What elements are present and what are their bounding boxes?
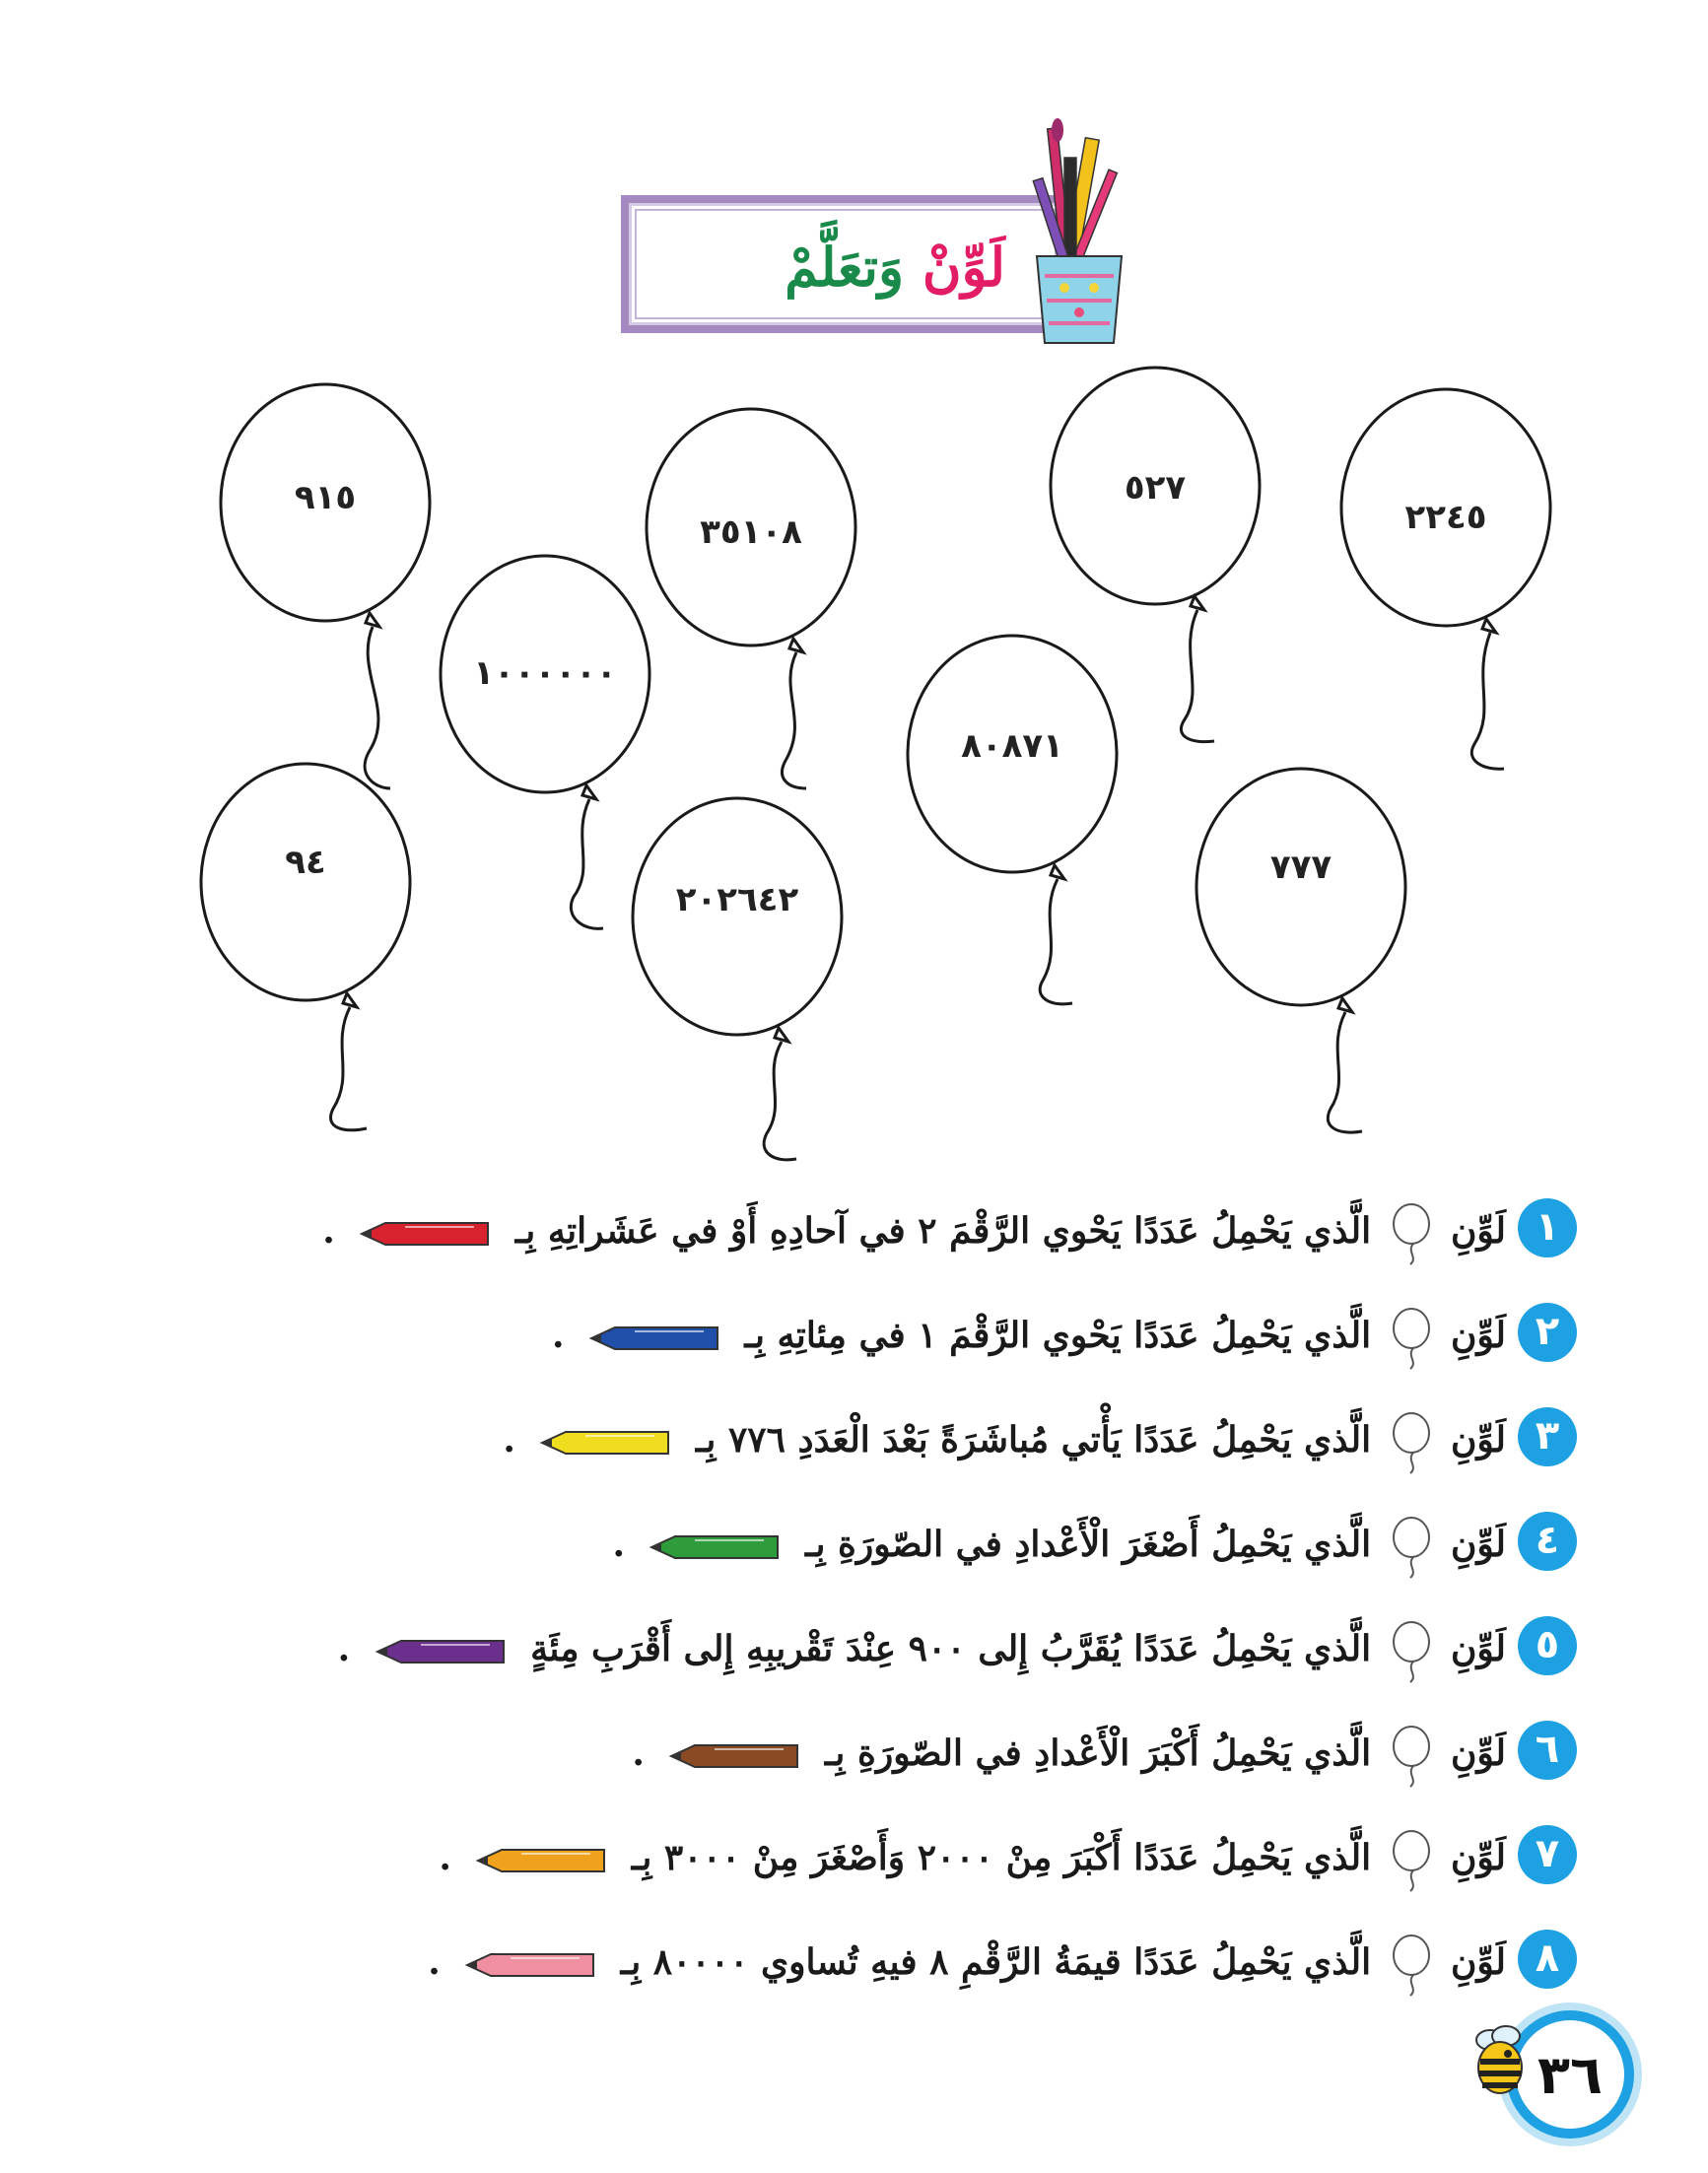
instruction-body: الَّذي يَحْمِلُ عَدَدًا أَكْبَرَ مِنْ ٢٠٠٠ وَأَصْغَرَ مِنْ ٣٠٠٠ بِـ [631,1837,1372,1878]
instruction-verb: لَوِّنِ [1450,1210,1506,1252]
instruction-body: الَّذي يَحْمِلُ عَدَدًا قيمَةُ الرَّقْمِ ٨ فيهِ تُساوي ٨٠٠٠٠ بِـ [620,1941,1372,1983]
instruction-7 [335,1819,1577,1898]
title-word-learn: وَتعَلَّمْ [785,236,905,299]
instruction-number-badge: ٤ [1518,1512,1577,1571]
instruction-number-badge: ٢ [1518,1303,1577,1362]
instruction-verb: لَوِّنِ [1450,1732,1506,1774]
balloon-7 [201,764,410,1130]
instruction-end: . [632,1732,645,1774]
crayon-icon [372,1635,510,1668]
instruction-verb: لَوِّنِ [1450,1941,1506,1983]
balloon-icon [1389,1202,1434,1265]
instruction-text [428,1934,1506,1997]
balloon-6 [908,636,1117,1004]
instruction-end: . [439,1837,451,1878]
balloon-number-6: ٨٠٨٧١ [961,726,1063,766]
instruction-verb: لَوِّنِ [1450,1524,1506,1565]
balloon-icon [1389,1411,1434,1474]
instruction-end: . [322,1210,335,1252]
instruction-body: الَّذي يَحْمِلُ عَدَدًا يَحْوي الرَّقْمَ ٢ في آحادِهِ أَوْ في عَشَراتِهِ بِـ [514,1210,1372,1252]
balloon-number-5: ١٠٠٠٠٠٠ [473,653,617,693]
instruction-3 [335,1401,1577,1480]
instruction-2 [335,1297,1577,1376]
crayon-icon [665,1739,803,1773]
crayon-icon [472,1844,610,1877]
instruction-number-badge: ٣ [1518,1407,1577,1466]
balloon-number-7: ٩٤ [285,843,326,882]
balloon-icon [1389,1725,1434,1788]
instruction-verb: لَوِّنِ [1450,1315,1506,1356]
instruction-number-badge: ٧ [1518,1825,1577,1884]
balloon-number-3: ٥٢٧ [1124,468,1187,508]
instruction-body: الَّذي يَحْمِلُ عَدَدًا يَحْوي الرَّقْمَ ١ في مِئاتِهِ بِـ [744,1315,1372,1356]
bee-icon [1465,2010,1543,2109]
balloon-number-2: ٣٥١٠٨ [700,512,802,552]
instruction-8 [335,1924,1577,2003]
balloon-9 [1196,769,1405,1132]
instruction-text [439,1829,1506,1892]
title-word-color: لَوِّنْ [922,236,1005,299]
instruction-verb: لَوِّنِ [1450,1419,1506,1460]
balloon-icon [1389,1620,1434,1683]
crayon-icon [536,1426,674,1460]
instruction-body: الَّذي يَحْمِلُ أَكْبَرَ الْأَعْدادِ في الصّورَةِ بِـ [824,1732,1372,1774]
instruction-body: الَّذي يَحْمِلُ عَدَدًا يَأْتي مُباشَرَةً بَعْدَ الْعَدَدِ ٧٧٦ بِـ [695,1419,1372,1460]
instruction-text [552,1307,1506,1370]
instruction-6 [335,1715,1577,1794]
balloon-icon [1389,1307,1434,1370]
balloon-5 [441,556,649,928]
crayon-icon [646,1530,784,1564]
balloon-number-1: ٩١٥ [294,478,357,517]
instruction-text [612,1516,1506,1579]
balloon-4 [1341,389,1550,769]
balloon-8 [633,798,842,1160]
instruction-end: . [612,1524,626,1565]
instruction-text [322,1202,1506,1265]
balloon-number-9: ٧٧٧ [1269,848,1332,887]
instruction-5 [335,1610,1577,1689]
crayon-icon [461,1948,599,1982]
crayon-icon [585,1322,723,1355]
instruction-end: . [503,1419,515,1460]
instruction-text [632,1725,1506,1788]
instruction-end: . [551,1315,565,1356]
page-number: ٣٦ [1537,2044,1603,2106]
instruction-end: . [337,1628,351,1669]
instruction-end: . [428,1941,441,1983]
instruction-body: الَّذي يَحْمِلُ عَدَدًا يُقَرَّبُ إِلى ٩٠٠ عِنْدَ تَقْريبِهِ إِلى أَقْرَبِ مِئَةٍ [530,1628,1372,1669]
instruction-text [503,1411,1506,1474]
instruction-number-badge: ١ [1518,1198,1577,1257]
instruction-number-badge: ٨ [1518,1930,1577,1989]
instruction-body: الَّذي يَحْمِلُ أَصْغَرَ الْأَعْدادِ في الصّورَةِ بِـ [804,1524,1372,1565]
instruction-text [338,1620,1506,1683]
crayon-icon [356,1217,494,1251]
instruction-number-badge: ٦ [1518,1721,1577,1780]
balloon-icon [1389,1934,1434,1997]
instruction-verb: لَوِّنِ [1450,1628,1506,1669]
instruction-4 [335,1506,1577,1585]
balloon-number-4: ٢٢٤٥ [1404,498,1487,537]
balloon-icon [1389,1829,1434,1892]
instruction-verb: لَوِّنِ [1450,1837,1506,1878]
balloon-2 [647,409,855,788]
balloon-icon [1389,1516,1434,1579]
balloon-1 [221,384,430,788]
instruction-1 [322,1192,1577,1271]
instruction-number-badge: ٥ [1518,1616,1577,1675]
balloon-number-8: ٢٠٢٦٤٢ [675,880,799,919]
